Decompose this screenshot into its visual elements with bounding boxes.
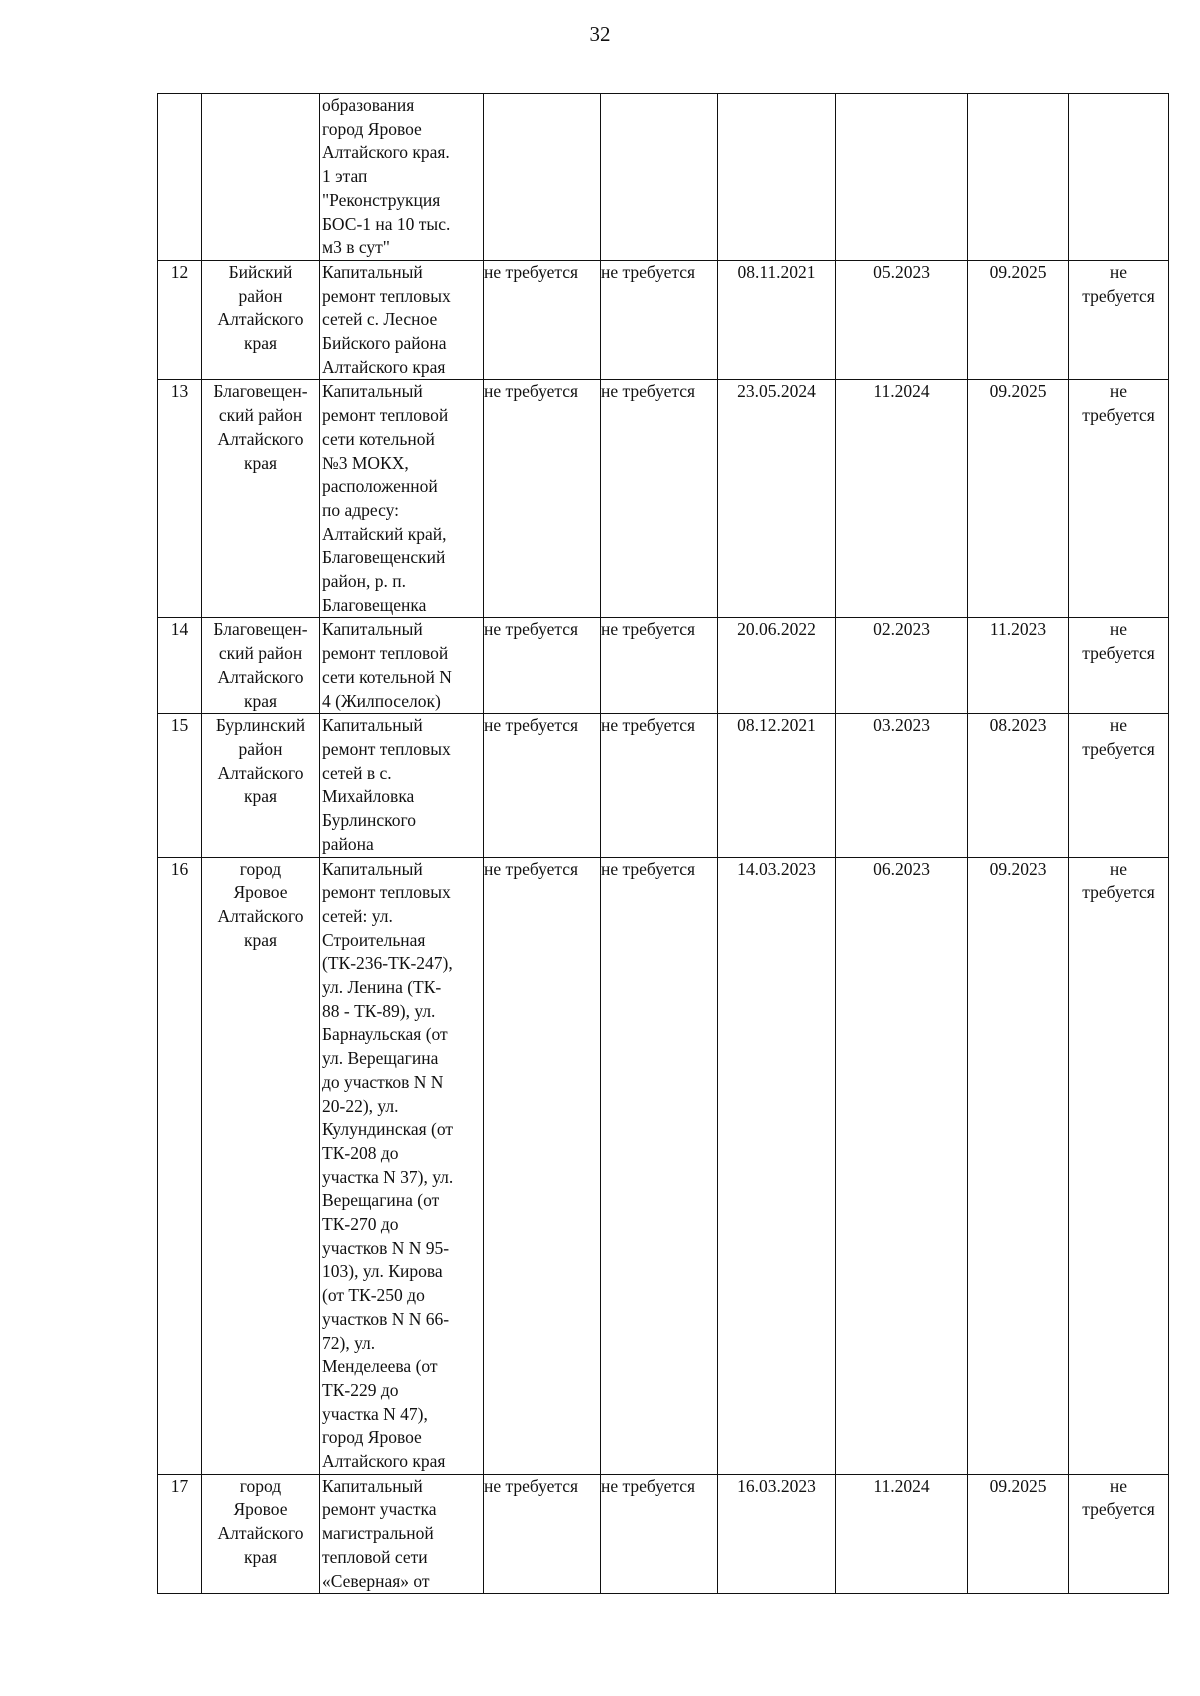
district-cell: город Яровое Алтайского края	[202, 857, 320, 1474]
objects-table-body	[158, 94, 1169, 1594]
end-cell	[968, 94, 1069, 261]
district-cell: Благовещен- ский район Алтайского края	[202, 380, 320, 618]
start-cell: 02.2023	[836, 618, 968, 714]
table-row	[158, 857, 1169, 1474]
table-row	[158, 1474, 1169, 1594]
end-cell: 09.2025	[968, 260, 1069, 380]
note-cell: не требуется	[1069, 618, 1169, 714]
requirement-cell-2	[601, 94, 718, 261]
start-cell: 06.2023	[836, 857, 968, 1474]
date-cell	[718, 94, 836, 261]
row-number	[158, 94, 202, 261]
page-number: 32	[589, 22, 611, 46]
end-cell: 09.2023	[968, 857, 1069, 1474]
date-cell: 20.06.2022	[718, 618, 836, 714]
requirement-cell-2: не требуется	[601, 618, 718, 714]
start-cell	[836, 94, 968, 261]
requirement-cell-1: не требуется	[484, 618, 601, 714]
note-cell: не требуется	[1069, 714, 1169, 857]
table-row	[158, 714, 1169, 857]
object-cell: Капитальный ремонт тепловых сетей в с. Михайловка Бурлинского района	[320, 714, 484, 857]
date-cell: 08.12.2021	[718, 714, 836, 857]
requirement-cell-1: не требуется	[484, 260, 601, 380]
start-cell: 03.2023	[836, 714, 968, 857]
note-cell: не требуется	[1069, 380, 1169, 618]
requirement-cell-2: не требуется	[601, 260, 718, 380]
note-cell	[1069, 94, 1169, 261]
row-number: 14	[158, 618, 202, 714]
object-cell: Капитальный ремонт тепловых сетей: ул. Строительная (ТК-236-ТК-247), ул. Ленина (ТК- 88 - ТК-89), ул. Барнаульская (от ул. Верещагина до участков N N 20-22), ул. Кулундинская (от ТК-208 до участка N 37), ул. Верещагина (от ТК-270 до участков N N 95- 103), ул. Кирова (от ТК-250 до участков N N 66- 72), ул. Менделеева (от ТК-229 до участка N 47), город Яровое Алтайского края	[320, 857, 484, 1474]
requirement-cell-1: не требуется	[484, 1474, 601, 1594]
date-cell: 16.03.2023	[718, 1474, 836, 1594]
end-cell: 09.2025	[968, 380, 1069, 618]
district-cell: Бурлинский район Алтайского края	[202, 714, 320, 857]
requirement-cell-2: не требуется	[601, 857, 718, 1474]
note-cell: не требуется	[1069, 260, 1169, 380]
requirement-cell-2: не требуется	[601, 380, 718, 618]
object-cell: Капитальный ремонт участка магистральной тепловой сети «Северная» от	[320, 1474, 484, 1594]
start-cell: 11.2024	[836, 380, 968, 618]
table-row	[158, 260, 1169, 380]
requirement-cell-2: не требуется	[601, 714, 718, 857]
end-cell: 11.2023	[968, 618, 1069, 714]
row-number: 15	[158, 714, 202, 857]
end-cell: 09.2025	[968, 1474, 1069, 1594]
district-cell	[202, 94, 320, 261]
row-number: 13	[158, 380, 202, 618]
table-row	[158, 94, 1169, 261]
note-cell: не требуется	[1069, 1474, 1169, 1594]
object-cell: Капитальный ремонт тепловых сетей с. Лесное Бийского района Алтайского края	[320, 260, 484, 380]
date-cell: 23.05.2024	[718, 380, 836, 618]
row-number: 16	[158, 857, 202, 1474]
row-number: 17	[158, 1474, 202, 1594]
requirement-cell-1: не требуется	[484, 857, 601, 1474]
object-cell: образования город Яровое Алтайского края. 1 этап "Реконструкция БОС-1 на 10 тыс. м3 в сут"	[320, 94, 484, 261]
objects-table	[157, 93, 1169, 1594]
district-cell: Бийский район Алтайского края	[202, 260, 320, 380]
requirement-cell-1: не требуется	[484, 714, 601, 857]
object-cell: Капитальный ремонт тепловой сети котельной №3 МОКХ, расположенной по адресу: Алтайский край, Благовещенский район, р. п. Благовещенка	[320, 380, 484, 618]
date-cell: 14.03.2023	[718, 857, 836, 1474]
note-cell: не требуется	[1069, 857, 1169, 1474]
table-row	[158, 380, 1169, 618]
requirement-cell-2: не требуется	[601, 1474, 718, 1594]
requirement-cell-1	[484, 94, 601, 261]
end-cell: 08.2023	[968, 714, 1069, 857]
requirement-cell-1: не требуется	[484, 380, 601, 618]
object-cell: Капитальный ремонт тепловой сети котельной N 4 (Жилпоселок)	[320, 618, 484, 714]
date-cell: 08.11.2021	[718, 260, 836, 380]
district-cell: город Яровое Алтайского края	[202, 1474, 320, 1594]
district-cell: Благовещен- ский район Алтайского края	[202, 618, 320, 714]
table-row	[158, 618, 1169, 714]
row-number: 12	[158, 260, 202, 380]
start-cell: 11.2024	[836, 1474, 968, 1594]
start-cell: 05.2023	[836, 260, 968, 380]
